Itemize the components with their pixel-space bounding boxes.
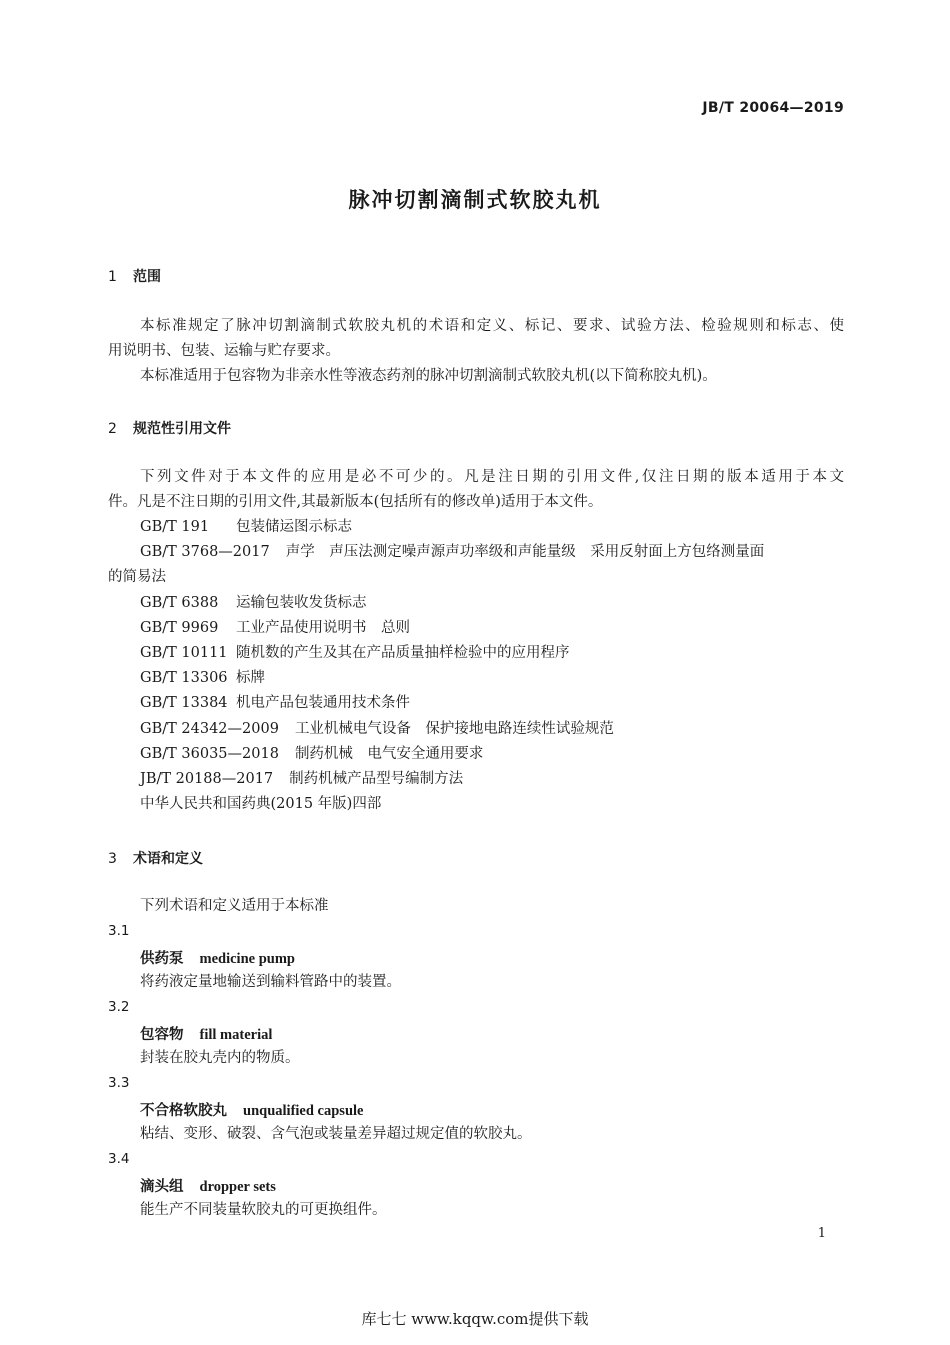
reference-item (140, 517, 352, 537)
section-3-heading (108, 848, 203, 868)
term-en: fill material (199, 1027, 273, 1043)
reference-title: 工业产品使用说明书 总则 (236, 620, 410, 636)
section-1-heading (108, 266, 161, 286)
section-title: 范围 (133, 269, 161, 285)
term-zh: 供药泵 (140, 950, 184, 967)
reference-title: 标牌 (236, 670, 265, 686)
term-heading (140, 1099, 363, 1120)
term-heading (140, 947, 295, 968)
reference-code: JB/T 20188—2017 (140, 771, 274, 787)
reference-item (140, 719, 614, 739)
reference-item (140, 593, 367, 613)
reference-title: 机电产品包装通用技术条件 (236, 695, 410, 711)
term-en: unqualified capsule (243, 1103, 364, 1119)
reference-item (140, 668, 265, 688)
term-number: 3.3 (108, 1075, 130, 1091)
section-number: 3 (108, 851, 117, 867)
term-number: 3.4 (108, 1151, 130, 1167)
standard-code: JB/T 20064—2019 (702, 100, 844, 116)
reference-item: 中华人民共和国药典(2015 年版)四部 (140, 796, 382, 812)
term-heading (140, 1175, 276, 1196)
paragraph-line: 下列文件对于本文件的应用是必不可少的。凡是注日期的引用文件,仅注日期的版本适用于本文 (140, 469, 844, 485)
reference-title: 声学 声压法测定噪声源声功率级和声能量级 采用反射面上方包络测量面 (285, 544, 765, 560)
reference-code: GB/T 3768—2017 (140, 544, 270, 560)
reference-item (140, 643, 570, 663)
term-en: medicine pump (199, 951, 295, 967)
reference-title: 随机数的产生及其在产品质量抽样检验中的应用程序 (236, 645, 570, 661)
term-zh: 包容物 (140, 1026, 184, 1043)
paragraph-line: 件。凡是不注日期的引用文件,其最新版本(包括所有的修改单)适用于本文件。 (108, 494, 603, 510)
footer-watermark-text: 库七七 www.kqqw.com提供下载 (361, 1310, 589, 1328)
reference-title: 工业机械电气设备 保护接地电路连续性试验规范 (294, 721, 614, 737)
reference-code: GB/T 36035—2018 (140, 746, 279, 762)
reference-code: GB/T 13306 (140, 670, 228, 686)
reference-title: 运输包装收发货标志 (236, 595, 367, 611)
reference-code: GB/T 10111 (140, 645, 228, 661)
reference-code: GB/T 24342—2009 (140, 721, 279, 737)
reference-code: GB/T 191 (140, 519, 210, 535)
paragraph-line: 本标准规定了脉冲切割滴制式软胶丸机的术语和定义、标记、要求、试验方法、检验规则和标志、使 (140, 318, 844, 334)
reference-title: 制药机械产品型号编制方法 (289, 771, 464, 787)
reference-code: GB/T 9969 (140, 620, 219, 636)
reference-title: 制药机械 电气安全通用要求 (294, 746, 484, 762)
section-title: 术语和定义 (133, 851, 203, 867)
term-zh: 滴头组 (140, 1178, 184, 1195)
section-title: 规范性引用文件 (133, 421, 231, 437)
term-definition: 将药液定量地输送到输料管路中的装置。 (140, 974, 401, 990)
term-definition: 粘结、变形、破裂、含气泡或装量差异超过规定值的软胶丸。 (140, 1126, 532, 1142)
term-zh: 不合格软胶丸 (140, 1102, 227, 1119)
reference-title-continued: 的简易法 (108, 569, 166, 585)
paragraph-line: 本标准适用于包容物为非亲水性等液态药剂的脉冲切割滴制式软胶丸机(以下简称胶丸机)。 (140, 368, 717, 384)
reference-item (140, 618, 410, 638)
page-number: 1 (817, 1226, 826, 1241)
paragraph-line: 用说明书、包装、运输与贮存要求。 (108, 343, 340, 359)
reference-item (140, 744, 483, 764)
term-number: 3.2 (108, 999, 130, 1015)
paragraph-line: 下列术语和定义适用于本标准 (140, 898, 329, 914)
reference-item (140, 693, 410, 713)
term-definition: 能生产不同装量软胶丸的可更换组件。 (140, 1202, 387, 1218)
term-en: dropper sets (199, 1179, 276, 1195)
reference-code: GB/T 6388 (140, 595, 219, 611)
term-heading (140, 1023, 272, 1044)
term-number: 3.1 (108, 923, 130, 939)
section-number: 2 (108, 421, 117, 437)
section-2-heading (108, 418, 231, 438)
term-definition: 封装在胶丸壳内的物质。 (140, 1050, 300, 1066)
reference-code: GB/T 13384 (140, 695, 228, 711)
reference-item (140, 542, 764, 562)
section-number: 1 (108, 269, 117, 285)
reference-item (140, 769, 463, 789)
reference-title: 包装储运图示标志 (236, 519, 352, 535)
document-title: 脉冲切割滴制式软胶丸机 (348, 188, 602, 212)
